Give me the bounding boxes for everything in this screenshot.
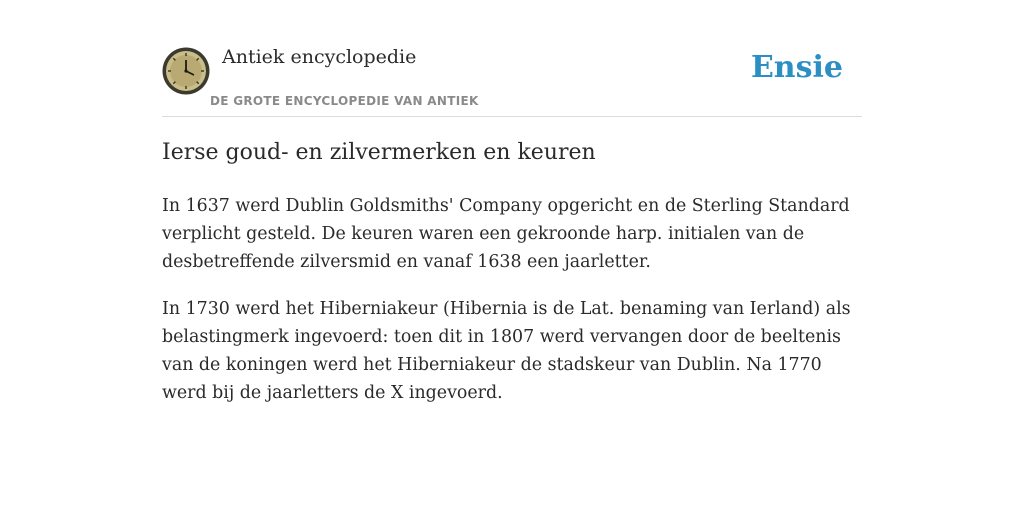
site-header bbox=[162, 0, 862, 117]
site-name[interactable]: Antiek encyclopedie bbox=[222, 46, 417, 68]
site-subtitle: DE GROTE ENCYCLOPEDIE VAN ANTIEK bbox=[210, 94, 479, 108]
article-title: Ierse goud- en zilvermerken en keuren bbox=[162, 140, 596, 165]
article-paragraph: In 1730 werd het Hiberniakeur (Hibernia is de Lat. benaming van Ierland) als belastingmerk ingevoerd: toen dit in 1807 werd vervangen door de beeltenis van de koningen werd het Hiberniakeur de stadskeur van Dublin. Na 1770 werd bij de jaarletters de X ingevoerd. bbox=[162, 299, 851, 403]
clock-icon[interactable] bbox=[162, 47, 210, 95]
article-paragraph: In 1637 werd Dublin Goldsmiths' Company opgericht en de Sterling Standard verplicht gesteld. De keuren waren een gekroonde harp. initialen van de desbetreffende zilversmid en vanaf 1638 een jaarletter. bbox=[162, 196, 850, 272]
brand-logo[interactable]: Ensie bbox=[750, 50, 843, 85]
article-body bbox=[162, 192, 862, 426]
page-container bbox=[162, 0, 862, 403]
